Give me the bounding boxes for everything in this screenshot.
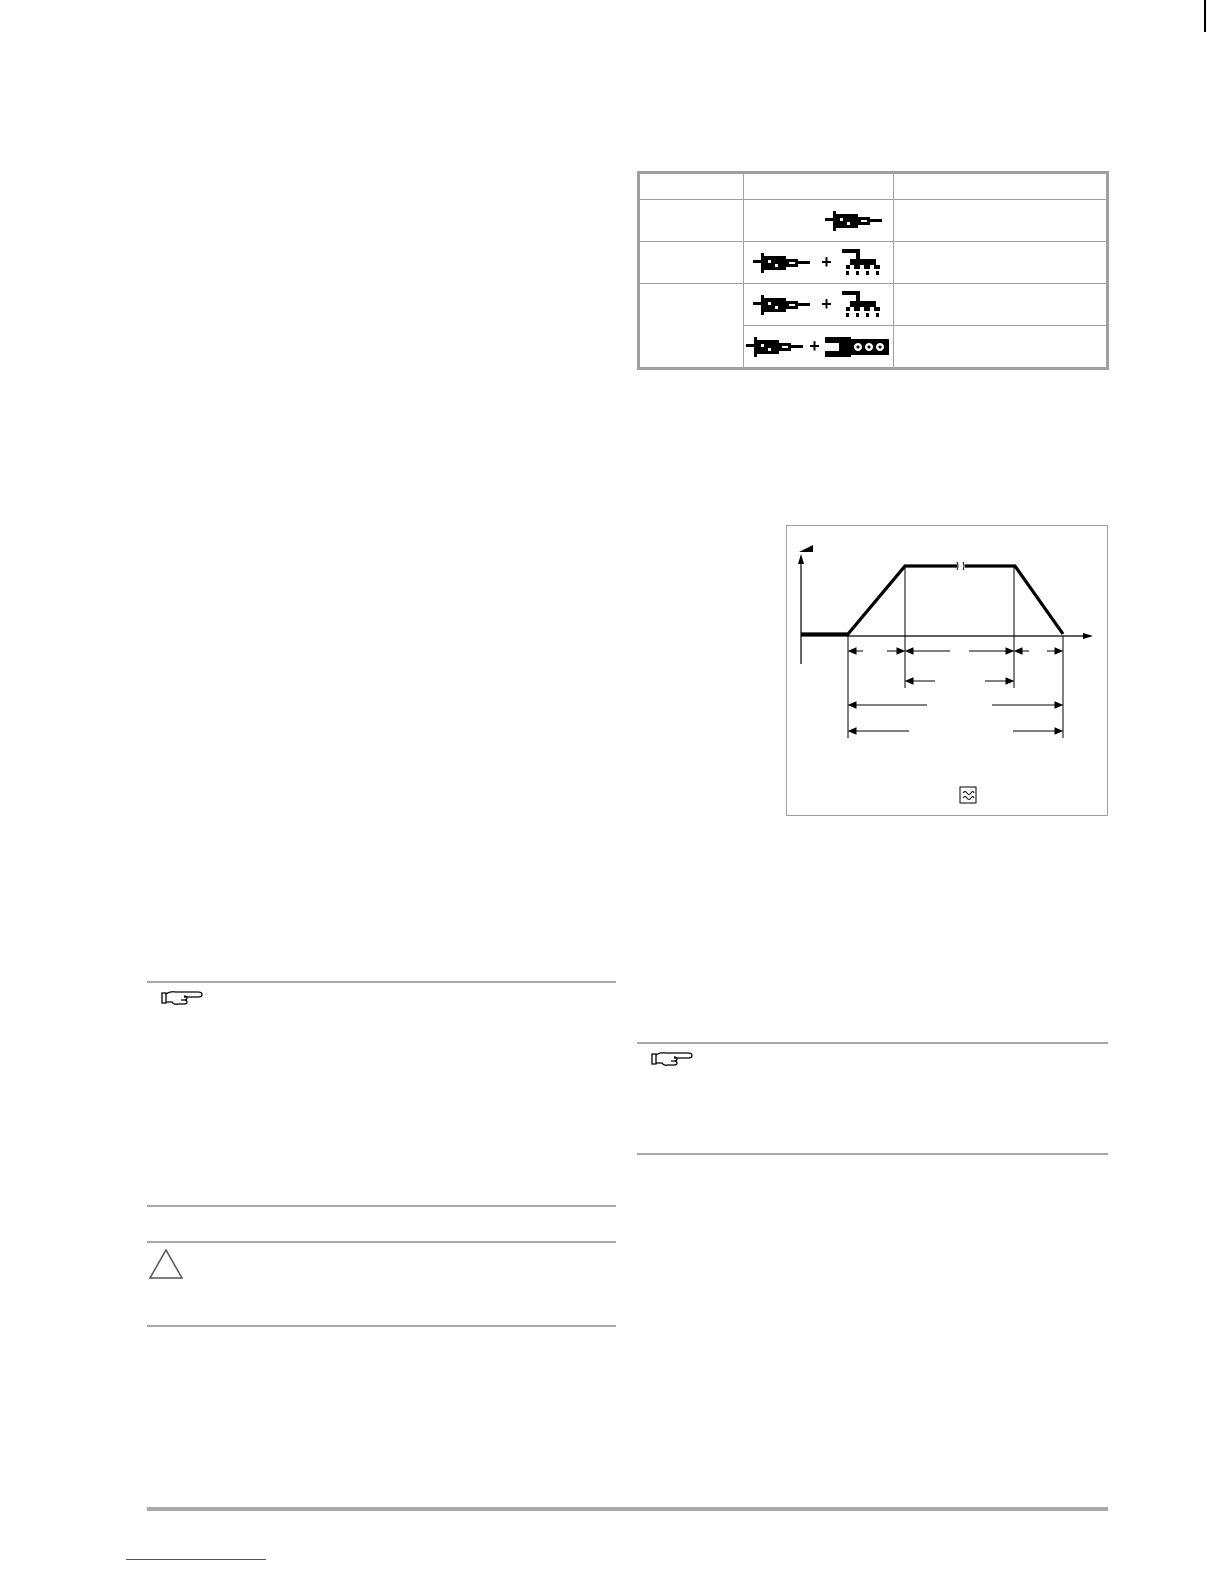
pointing-hand-icon <box>650 1049 694 1069</box>
x-axis-arrow <box>1083 633 1093 639</box>
current-profile-diagram <box>786 525 1108 816</box>
remote-pedal-icon <box>842 249 884 277</box>
current-profile-svg <box>787 526 1109 817</box>
current-symbol-icon <box>799 545 813 552</box>
crop-mark <box>1204 0 1206 32</box>
note-rule-top <box>147 981 616 983</box>
remote-pedal-icon <box>842 291 884 319</box>
plug-icon <box>753 293 811 317</box>
table-header-cell <box>639 173 744 200</box>
remote-connector-icon <box>825 335 891 359</box>
plus-sign: + <box>809 336 820 356</box>
y-axis-arrow <box>798 554 804 564</box>
table-header-row <box>639 173 1108 200</box>
segment-arrows-row3 <box>849 702 1062 708</box>
plus-sign: + <box>821 294 832 314</box>
warning-triangle-icon <box>148 1248 184 1280</box>
segment-arrows-row4 <box>849 728 1062 734</box>
icon-cell <box>744 200 894 242</box>
warning-rule-top <box>147 1241 616 1243</box>
icon-cell <box>744 284 894 326</box>
pointing-hand-icon <box>160 988 204 1008</box>
ac-waveform-icon <box>960 787 976 803</box>
plug-icon <box>746 335 804 359</box>
warning-rule-bottom <box>147 1325 616 1327</box>
mode-icon-table <box>637 171 1109 370</box>
note-rule-bottom <box>147 1205 616 1207</box>
icon-cell <box>744 326 894 369</box>
profile-curve-rise <box>801 566 957 634</box>
table-row <box>639 242 1108 284</box>
table-row <box>639 200 1108 242</box>
plus-sign: + <box>821 252 832 272</box>
segment-arrows-row1 <box>849 648 1062 654</box>
segment-arrows-row2 <box>906 678 1013 684</box>
note-rule-bottom <box>637 1153 1108 1155</box>
icon-cell <box>744 242 894 284</box>
table-row <box>639 284 1108 326</box>
break-mark <box>957 562 964 570</box>
note-rule-top <box>637 1042 1108 1044</box>
table-header-cell <box>744 173 894 200</box>
plug-icon <box>825 209 883 233</box>
plug-icon <box>753 251 811 275</box>
table-header-cell <box>894 173 1108 200</box>
footer-link-underline <box>126 1559 266 1560</box>
footer-rule <box>147 1507 1108 1511</box>
